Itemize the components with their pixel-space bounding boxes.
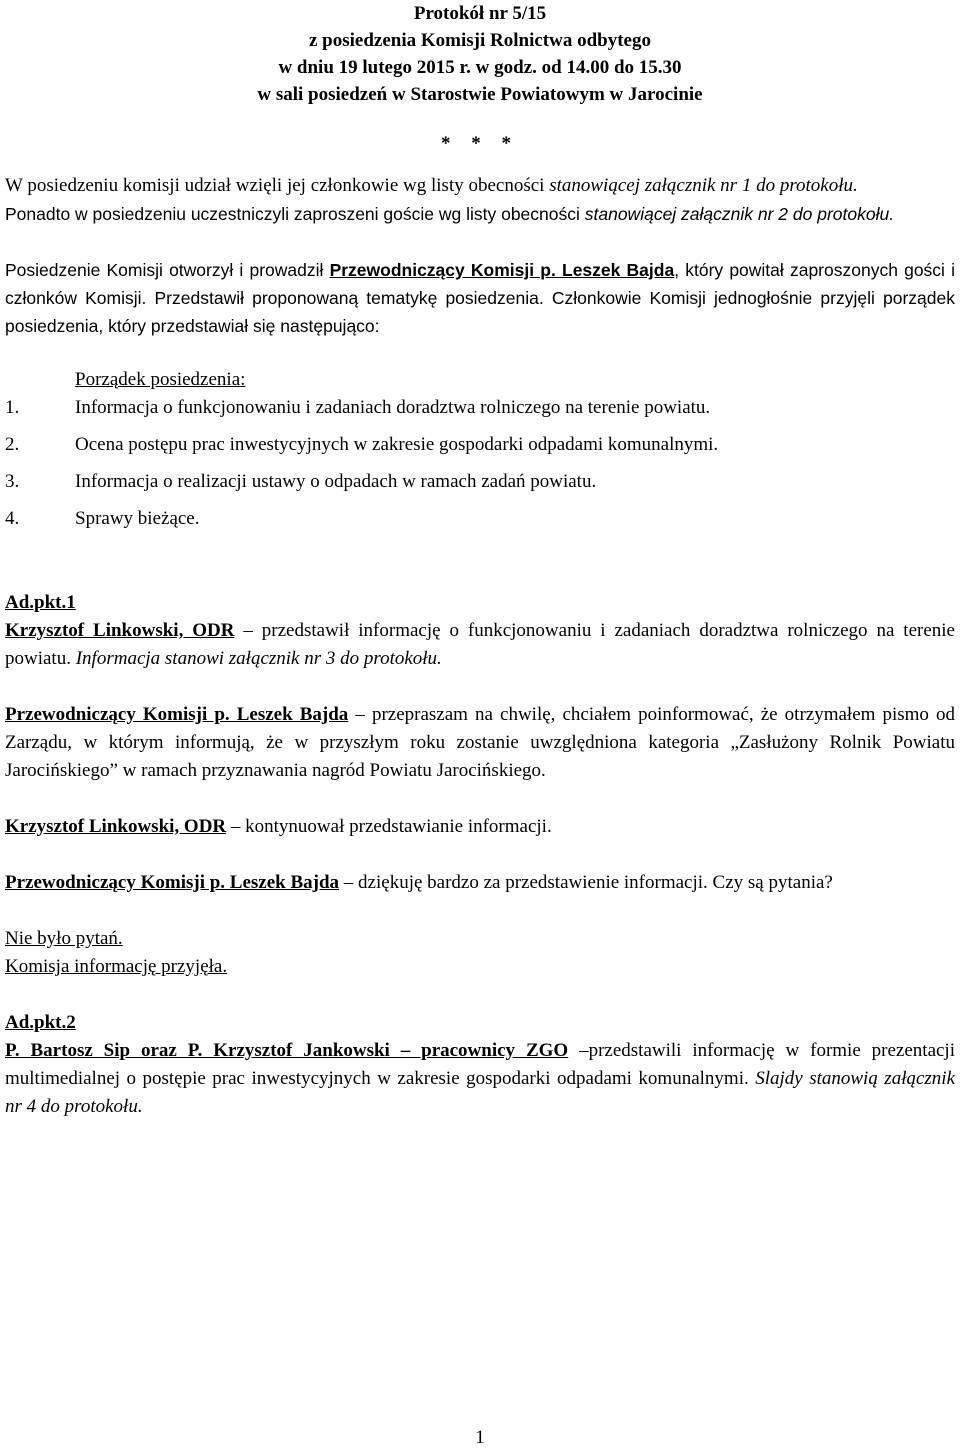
page-number: 1	[475, 1427, 485, 1448]
no-questions-note: Nie było pytań.	[5, 928, 123, 949]
pkt1-statement-3: Krzysztof Linkowski, ODR – kontynuował przedstawianie informacji.	[5, 816, 552, 837]
agenda-item: 2. Ocena postępu prac inwestycyjnych w zakresie gospodarki odpadami komunalnymi.	[5, 434, 719, 455]
protocol-header	[5, 0, 955, 108]
pkt1-heading: Ad.pkt.1	[5, 592, 76, 613]
attendance-members: W posiedzeniu komisji udział wzięli jej członkowie wg listy obecności stanowiącej załącznik nr 1 do protokołu.	[5, 175, 858, 196]
protocol-date: w dniu 19 lutego 2015 r. w godz. od 14.00 do 15.30	[278, 57, 682, 78]
pkt2-heading: Ad.pkt.2	[5, 1012, 76, 1033]
speaker-name: Krzysztof Linkowski, ODR	[5, 620, 235, 641]
protocol-title: Protokół nr 5/15	[413, 3, 547, 24]
speaker-name: Krzysztof Linkowski, ODR	[5, 816, 227, 837]
document-page	[5, 0, 955, 1121]
agenda-item: 1. Informacja o funkcjonowaniu i zadaniach doradztwa rolniczego na terenie powiatu.	[5, 397, 711, 418]
speaker-name: P. Bartosz Sip oraz P. Krzysztof Jankowski – pracownicy ZGO	[5, 1040, 569, 1061]
pkt1-statement-1: Krzysztof Linkowski, ODR – przedstawił informację o funkcjonowaniu i zadaniach doradztwa rolniczego na terenie powiatu. Informacja stanowi załącznik nr 3 do protokołu.	[5, 620, 955, 669]
speaker-name: Przewodniczący Komisji p. Leszek Bajda	[5, 872, 340, 893]
section-separator: * * *	[441, 133, 519, 154]
protocol-location: w sali posiedzeń w Starostwie Powiatowym w Jarocinie	[257, 84, 703, 105]
agenda-list	[5, 394, 955, 533]
protocol-subtitle: z posiedzenia Komisji Rolnictwa odbytego	[309, 30, 651, 51]
agenda-title: Porządek posiedzenia:	[75, 369, 246, 390]
agenda-item: 4. Sprawy bieżące.	[5, 508, 200, 529]
attendance-guests: Ponadto w posiedzeniu uczestniczyli zaproszeni goście wg listy obecności stanowiącej załącznik nr 2 do protokołu.	[5, 204, 895, 224]
pkt2-statement: P. Bartosz Sip oraz P. Krzysztof Jankowski – pracownicy ZGO –przedstawili informację w formie prezentacji multimedialnej o postępie prac inwestycyjnych w zakresie gospodarki odpadami komunalnymi. Slajdy stanowią załącznik nr 4 do protokołu.	[5, 1040, 956, 1117]
opening-paragraph: Posiedzenie Komisji otworzył i prowadził Przewodniczący Komisji p. Leszek Bajda, który powitał zaproszonych gości i członków Komisji. Przedstawił proponowaną tematykę posiedzenia. Członkowie Komisji jednogłośnie przyjęli porządek posiedzenia, który przedstawiał się następująco:	[5, 260, 955, 336]
agenda-item: 3. Informacja o realizacji ustawy o odpadach w ramach zadań powiatu.	[5, 471, 597, 492]
pkt1-statement-4: Przewodniczący Komisji p. Leszek Bajda – dziękuję bardzo za przedstawienie informacji. Czy są pytania?	[5, 872, 833, 893]
chair-name: Przewodniczący Komisji p. Leszek Bajda	[329, 260, 675, 280]
pkt1-statement-2: Przewodniczący Komisji p. Leszek Bajda – przepraszam na chwilę, chciałem poinformować, że otrzymałem pismo od Zarządu, w którym informują, że w przyszłym roku zostanie uwzględniona kategoria „Zasłużony Rolnik Powiatu Jarocińskiego” w ramach przyznawania nagród Powiatu Jarocińskiego.	[5, 704, 955, 781]
accepted-note: Komisja informację przyjęła.	[5, 956, 228, 977]
speaker-name: Przewodniczący Komisji p. Leszek Bajda	[5, 704, 349, 725]
